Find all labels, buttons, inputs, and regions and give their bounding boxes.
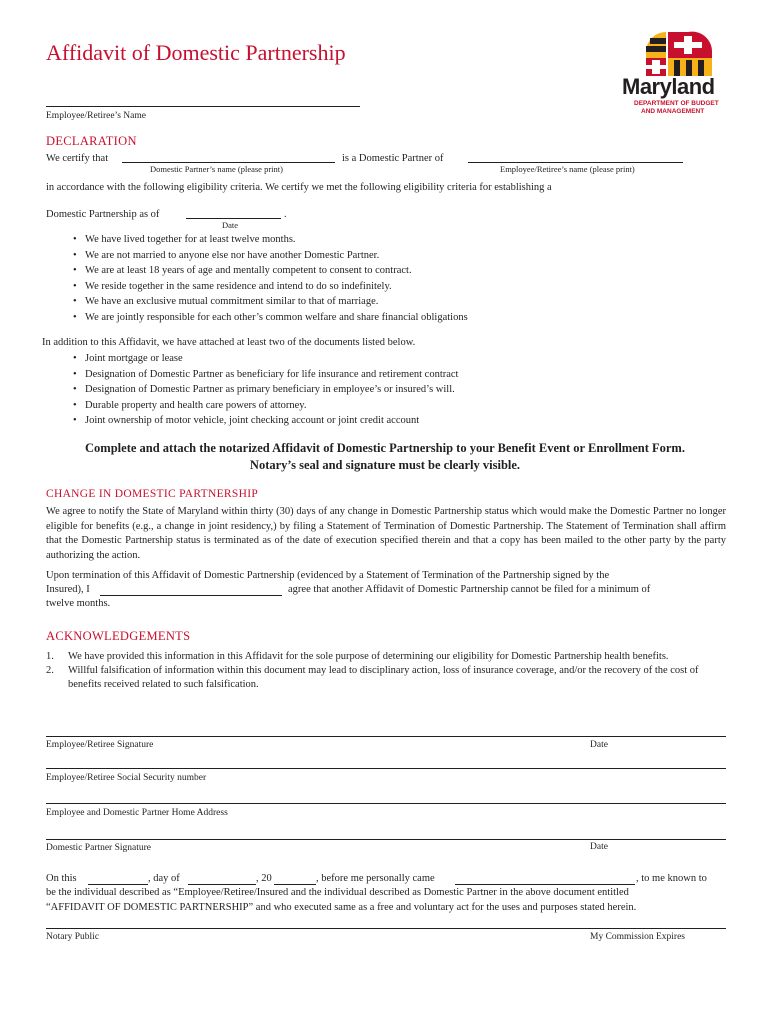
partner-date-label: Date <box>590 842 608 852</box>
we-certify-text: We certify that <box>46 153 109 164</box>
partner-signature-line[interactable] <box>46 839 726 840</box>
address-label: Employee and Domestic Partner Home Address <box>46 808 228 818</box>
declaration-heading: DECLARATION <box>46 134 137 148</box>
criteria-item: • We have lived together for at least twelve months. <box>73 232 468 248</box>
termination-text-d: twelve months. <box>46 598 111 609</box>
documents-intro: In addition to this Affidavit, we have attached at least two of the documents listed below. <box>42 337 416 348</box>
acknowledgements-heading: ACKNOWLEDGEMENTS <box>46 629 191 643</box>
termination-text-a: Upon termination of this Affidavit of Domestic Partnership (evidenced by a Statement of Termination of the Partnership signed by the <box>46 570 610 581</box>
notary-text-b: , day of <box>148 873 180 884</box>
document-item: • Durable property and health care powers of attorney. <box>73 398 458 414</box>
address-line[interactable] <box>46 803 726 804</box>
acknowledgement-text: We have provided this information in this Affidavit for the sole purpose of determining our eligibility for Domestic Partnership health benefits. <box>68 651 669 662</box>
acknowledgement-number: 1. <box>46 651 54 662</box>
notary-month-line[interactable] <box>188 884 256 885</box>
document-item: • Joint ownership of motor vehicle, joint checking account or joint credit account <box>73 413 458 429</box>
partner-signature-label: Domestic Partner Signature <box>46 843 152 853</box>
ssn-label: Employee/Retiree Social Security number <box>46 773 207 783</box>
ssn-line[interactable] <box>46 768 726 769</box>
employee-name-label: Employee/Retiree’s Name <box>46 111 146 121</box>
notary-text-a: On this <box>46 873 77 884</box>
change-paragraph: We agree to notify the State of Maryland within thirty (30) days of any change in Domestic Partnership status which would make the Domestic Partner no longer eligible for benefits (e.g., a change in joint residency,) by filing a Statement of Termination of Domestic Partnership. The Statement of Termination shall affirm that the Domestic Partnership status is terminated as of the date of execution specified therein and that a copy has been mailed to the other party by the party authorizing the action. <box>46 506 726 561</box>
acknowledgement-item <box>46 664 716 692</box>
change-heading: CHANGE IN DOMESTIC PARTNERSHIP <box>46 488 259 500</box>
notary-text-e: , to me known to <box>636 873 707 884</box>
partnership-as-of-text: Domestic Partnership as of <box>46 209 160 220</box>
partner-name-label: Domestic Partner’s name (please print) <box>150 164 283 174</box>
acknowledgements-list <box>46 650 716 692</box>
employee-signature-line[interactable] <box>46 736 726 737</box>
notice-line2: Notary’s seal and signature must be clearly visible. <box>249 458 521 472</box>
notary-text-line3: “AFFIDAVIT OF DOMESTIC PARTNERSHIP” and who executed same as a free and voluntary act for the uses and purposes stated herein. <box>46 902 637 913</box>
notary-public-label: Notary Public <box>46 932 100 942</box>
criteria-text: in accordance with the following eligibility criteria. We certify we met the following eligibility criteria for establishing a <box>46 182 552 193</box>
is-partner-of-text: is a Domestic Partner of <box>342 153 444 164</box>
documents-list <box>73 351 458 429</box>
document-item: • Designation of Domestic Partner as primary beneficiary in employee’s or insured’s will. <box>73 382 458 398</box>
criteria-item: • We reside together in the same residence and intend to do so indefinitely. <box>73 279 468 295</box>
employee-print-label: Employee/Retiree’s name (please print) <box>500 164 635 174</box>
notary-text-d: , before me personally came <box>316 873 435 884</box>
logo-wordmark: Maryland <box>622 74 715 99</box>
acknowledgement-number: 2. <box>46 665 54 676</box>
criteria-item: • We are jointly responsible for each other’s common welfare and share financial obligations <box>73 310 468 326</box>
insured-name-line[interactable] <box>100 595 282 596</box>
acknowledgement-item <box>46 650 716 664</box>
period: . <box>284 209 287 220</box>
partnership-date-line[interactable] <box>186 218 281 219</box>
notary-signature-line[interactable] <box>46 928 726 929</box>
page-title: Affidavit of Domestic Partnership <box>46 40 346 65</box>
termination-text-c: agree that another Affidavit of Domestic Partnership cannot be filed for a minimum of <box>288 584 651 595</box>
criteria-item: • We have an exclusive mutual commitment similar to that of marriage. <box>73 294 468 310</box>
notary-day-line[interactable] <box>88 884 148 885</box>
employee-date-label: Date <box>590 740 608 750</box>
notary-person-line[interactable] <box>455 884 635 885</box>
employee-name-line[interactable] <box>46 106 360 107</box>
criteria-item: • We are not married to anyone else nor have another Domestic Partner. <box>73 248 468 264</box>
logo-department-line2: AND MANAGEMENT <box>641 108 705 115</box>
notary-year-line[interactable] <box>274 884 316 885</box>
employee-print-line[interactable] <box>468 162 683 163</box>
criteria-list <box>73 232 468 325</box>
notary-text-c: , 20 <box>256 873 272 884</box>
logo-department-line1: DEPARTMENT OF BUDGET <box>634 100 719 107</box>
acknowledgement-text: Willful falsification of information within this document may lead to disciplinary action, loss of insurance coverage, and/or the recovery of the cost of benefits received related to such falsification. <box>68 665 699 690</box>
termination-text-b: Insured), I <box>46 584 90 595</box>
notice-line1: Complete and attach the notarized Affidavit of Domestic Partnership to your Benefit Event or Enrollment Form. <box>85 441 685 455</box>
document-item: • Designation of Domestic Partner as beneficiary for life insurance and retirement contract <box>73 367 458 383</box>
maryland-flag-icon <box>644 30 714 78</box>
commission-expires-label: My Commission Expires <box>590 932 686 942</box>
partnership-date-label: Date <box>222 220 239 230</box>
partner-name-line[interactable] <box>122 162 335 163</box>
criteria-item: • We are at least 18 years of age and mentally competent to consent to contract. <box>73 263 468 279</box>
document-item: • Joint mortgage or lease <box>73 351 458 367</box>
employee-signature-label: Employee/Retiree Signature <box>46 740 154 750</box>
maryland-logo <box>620 30 730 120</box>
notary-text-line2: be the individual described as “Employee/Retiree/Insured and the individual described as Domestic Partner in the above document entitled <box>46 887 629 898</box>
